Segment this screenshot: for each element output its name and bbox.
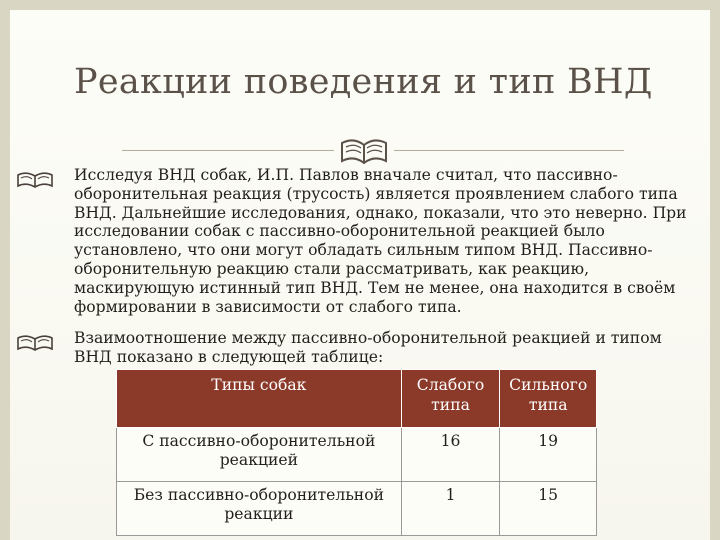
book-open-icon — [10, 332, 60, 352]
table-cell: 16 — [401, 428, 500, 482]
table-cell: 19 — [500, 428, 597, 482]
slide-title: Реакции поведения и тип ВНД — [74, 62, 653, 102]
table-header-row — [117, 370, 597, 428]
table-row — [117, 482, 597, 536]
dog-types-table — [116, 369, 597, 536]
table-row — [117, 428, 597, 482]
title-divider-right — [394, 150, 624, 151]
table-cell: С пассивно-оборонительной реакцией — [117, 428, 402, 482]
table-header-cell: Сильного типа — [500, 370, 597, 428]
paragraph-1: Исследуя ВНД собак, И.П. Павлов вначале считал, что пассивно-оборонительная реакция (трусость) является проявлением слабого типа ВНД. Дальнейшие исследования, однако, показали, что это неверно. При исследовании собак с пассивно-оборонительной реакцией было установлено, что они могут обладать сильным типом ВНД. Пассивно-оборонительную реакцию стали рассматривать, как реакцию, маскирующую истинный тип ВНД. Тем не менее, она находится в своём формировании в зависимости от слабого типа. — [74, 166, 687, 316]
book-open-icon — [10, 169, 60, 189]
table-cell: Без пассивно-оборонительной реакции — [117, 482, 402, 536]
title-divider-left — [122, 150, 334, 151]
table-header-cell: Слабого типа — [401, 370, 500, 428]
table-cell: 1 — [401, 482, 500, 536]
paragraph-2: Взаимоотношение между пассивно-оборонительной реакцией и типом ВНД показано в следующей таблице: — [74, 329, 662, 366]
table-cell: 15 — [500, 482, 597, 536]
book-open-icon — [336, 133, 392, 167]
table-header-cell: Типы собак — [117, 370, 402, 428]
